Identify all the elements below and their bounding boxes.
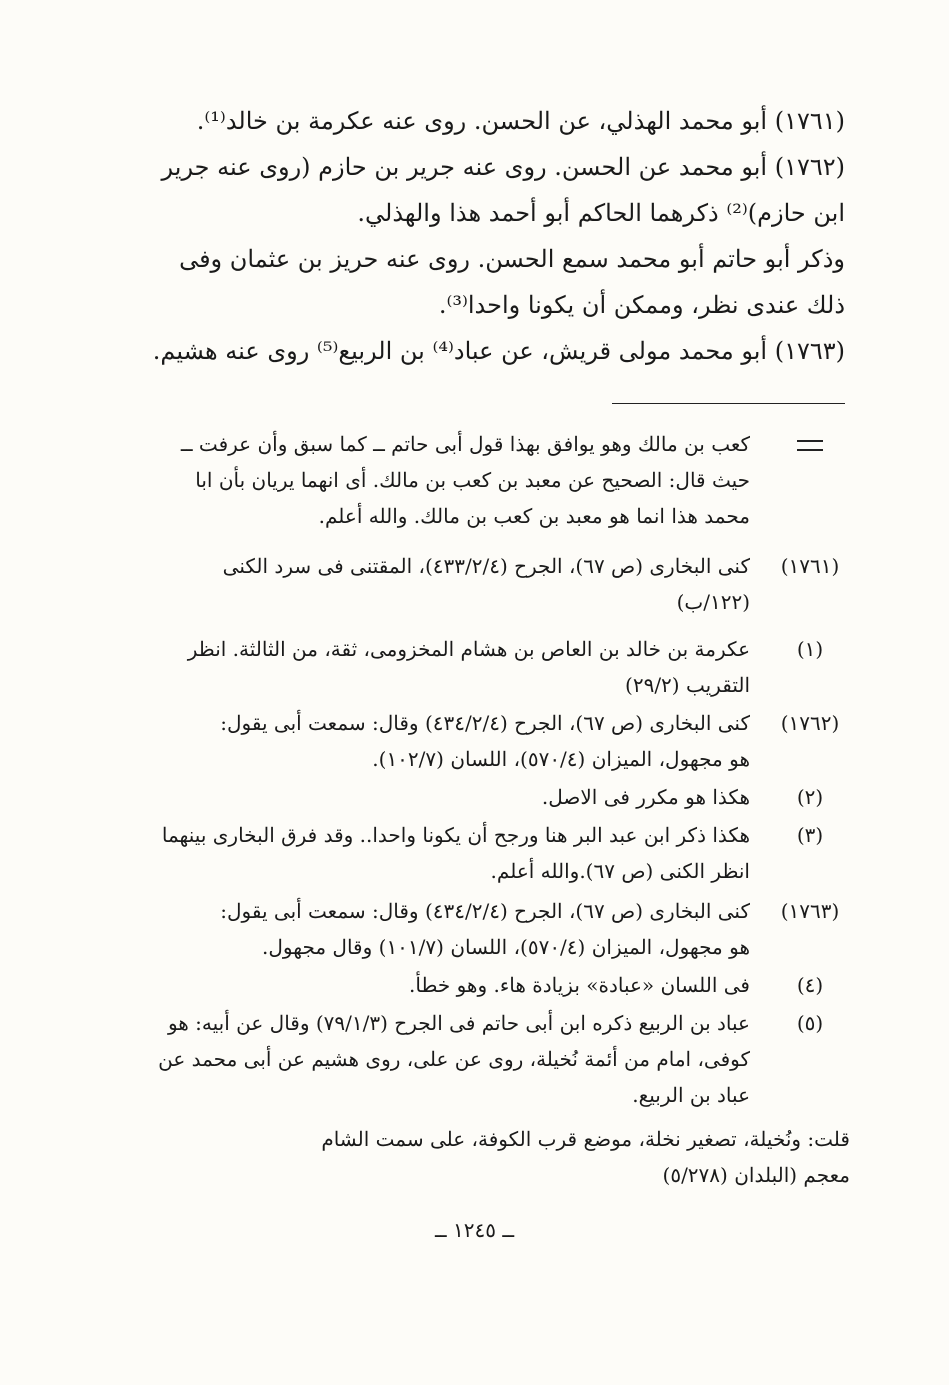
footnote-label: (١٧٦١)	[780, 554, 840, 578]
footnote-row	[100, 893, 850, 929]
footnote-label: (٥)	[796, 1011, 824, 1035]
footnote-text: عكرمة بن خالد بن العاص بن هشام المخزومى، ثقة، من الثالثة. انظر	[187, 637, 750, 661]
main-line: ابن حازم)⁽²⁾ ذكرهما الحاكم أبو أحمد هذا والهذلي.	[357, 199, 845, 227]
footnote-text: هو مجهول، الميزان (٥٧٠/٤)، اللسان (١٠١/٧) وقال مجهول.	[262, 935, 750, 959]
footnote-label: (١)	[796, 637, 824, 661]
closing-note-text: قلت: ونُخيلة، تصغير نخلة، موضع قرب الكوفة، على سمت الشام	[321, 1127, 850, 1151]
main-line: (١٧٦٣) أبو محمد مولى قريش، عن عباد⁽⁴⁾ بن الربيع⁽⁵⁾ روى عنه هشيم.	[152, 337, 845, 365]
footnote-text: هكذا هو مكرر فى الاصل.	[541, 785, 750, 809]
footnote-text: كنى البخارى (ص ٦٧)، الجرح (٤٣٤/٢/٤) وقال: سمعت أبى يقول:	[220, 711, 750, 735]
continuation-mark	[770, 426, 850, 462]
footnote-row	[100, 498, 850, 534]
footnote-label: (٤)	[796, 973, 824, 997]
footnote-text: فى اللسان «عبادة» بزيادة هاء. وهو خطأ.	[409, 973, 750, 997]
footnote-row	[100, 817, 850, 853]
footnote-row	[100, 705, 850, 741]
footnote-text: محمد هذا انما هو معبد بن كعب بن مالك. والله أعلم.	[318, 504, 750, 528]
footnote-row	[100, 779, 850, 815]
footnote-label: (٣)	[796, 823, 824, 847]
footnote-row	[100, 929, 850, 965]
footnote-label: (٢)	[796, 785, 824, 809]
footnote-text: عباد بن الربيع ذكره ابن أبى حاتم فى الجرح (٧٩/١/٣) وقال عن أبيه: هو	[167, 1011, 750, 1035]
footnote-row	[100, 462, 850, 498]
footnote-text: حيث قال: الصحيح عن معبد بن كعب بن مالك. أى انهما يريان بأن ابا	[195, 468, 750, 492]
footnote-text: هو مجهول، الميزان (٥٧٠/٤)، اللسان (١٠٢/٧).	[372, 747, 750, 771]
footnote-text: هكذا ذكر ابن عبد البر هنا ورجح أن يكونا واحدا.. وقد فرق البخارى بينهما	[161, 823, 750, 847]
footnote-label: (١٧٦٣)	[780, 899, 840, 923]
main-line: وذكر أبو حاتم أبو محمد سمع الحسن. روى عنه حريز بن عثمان وفى	[179, 245, 845, 273]
footnote-row	[100, 426, 850, 462]
footnote-row	[100, 741, 850, 777]
closing-note-text: معجم (البلدان (٥/٢٧٨)	[662, 1163, 850, 1187]
footnote-separator	[612, 403, 845, 404]
footnote-row	[100, 853, 850, 889]
footnote-text: كنى البخارى (ص ٦٧)، الجرح (٤٣٣/٢/٤)، المقتنى فى سرد الكنى	[222, 554, 750, 578]
continuation-mark-icon	[797, 440, 823, 451]
main-line: ذلك عندى نظر، وممكن أن يكونا واحدا⁽³⁾.	[438, 291, 845, 319]
page-number: ــ ١٢٤٥ ــ	[434, 1218, 515, 1242]
footnote-row	[100, 1121, 850, 1157]
footnote-label: (١٧٦٢)	[780, 711, 840, 735]
footnote-row	[100, 631, 850, 667]
footnote-row	[100, 584, 850, 620]
footnote-row	[100, 1041, 850, 1077]
footnote-row	[100, 1077, 850, 1113]
footnote-row	[100, 667, 850, 703]
footnote-text: كنى البخارى (ص ٦٧)، الجرح (٤٣٤/٢/٤) وقال: سمعت أبى يقول:	[220, 899, 750, 923]
footnote-row	[100, 1005, 850, 1041]
footnote-row	[100, 548, 850, 584]
footnote-text: عباد بن الربيع.	[632, 1083, 750, 1107]
footnote-row	[100, 1157, 850, 1193]
footnote-text: كعب بن مالك وهو يوافق بهذا قول أبى حاتم ــ كما سبق وأن عرفت ــ	[180, 432, 750, 456]
footnote-text: التقريب (٢٩/٢)	[625, 673, 750, 697]
footnote-text: انظر الكنى (ص ٦٧).والله أعلم.	[490, 859, 750, 883]
main-line: (١٧٦٢) أبو محمد عن الحسن. روى عنه جرير بن حازم (روى عنه جرير	[161, 153, 845, 181]
footnote-text: كوفى، امام من أئمة نُخيلة، روى عن على، روى هشيم عن أبى محمد عن	[158, 1047, 750, 1071]
main-line: (١٧٦١) أبو محمد الهذلي، عن الحسن. روى عنه عكرمة بن خالد⁽¹⁾.	[196, 107, 845, 135]
footnote-row	[100, 967, 850, 1003]
footnote-text: (١٢٢/ب)	[676, 590, 750, 614]
